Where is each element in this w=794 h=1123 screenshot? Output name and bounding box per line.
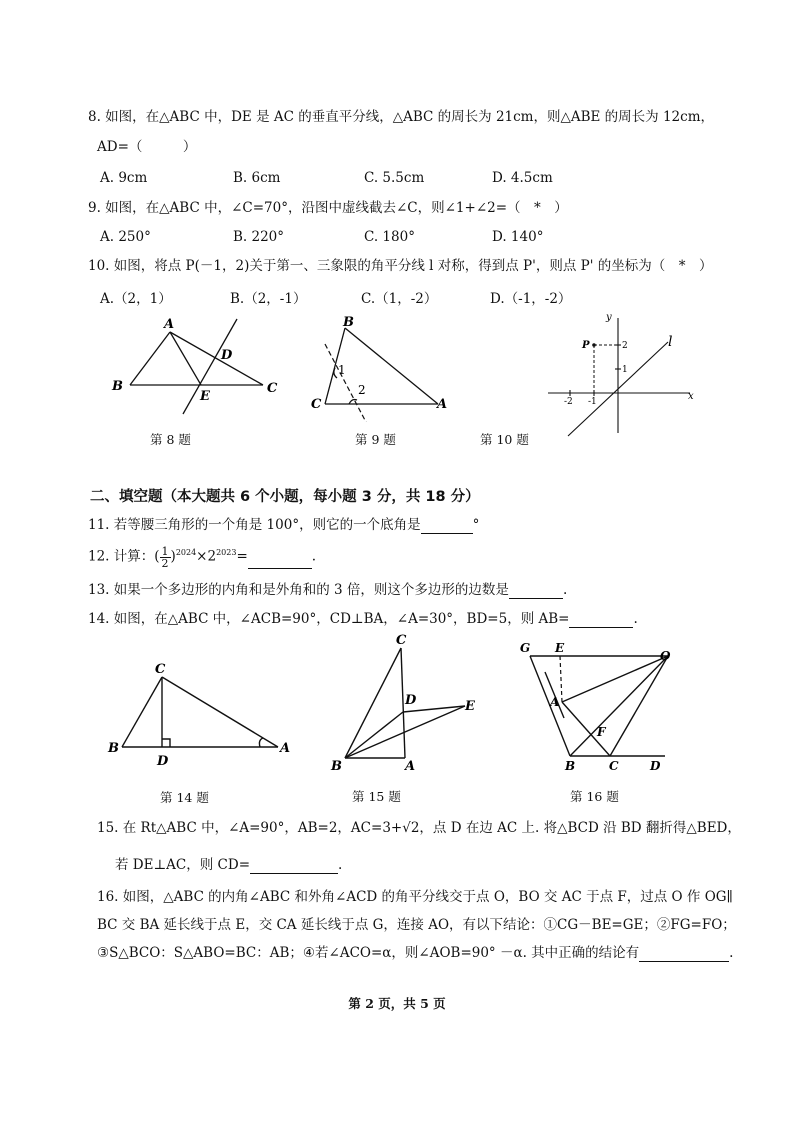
q16-line1: 16. 如图，△ABC 的内角∠ABC 和外角∠ACD 的角平分线交于点 O，BO 交 AC 于点 F，过点 O 作 OG∥ — [97, 889, 733, 905]
label-e: E — [200, 389, 210, 404]
label-a: A — [280, 741, 291, 756]
q11: 11. 若等腰三角形的一个角是 100°，则它的一个底角是 ° — [88, 517, 480, 533]
segment-ac — [170, 332, 263, 385]
label-b: B — [112, 379, 123, 394]
label-c: C — [267, 381, 278, 396]
page-footer: 第 2 页，共 5 页 — [348, 996, 446, 1011]
q9-line1: 9. 如图，在△ABC 中，∠C=70°，沿图中虚线截去∠C，则∠1+∠2=（ * ） — [88, 200, 568, 216]
q8-option-c: C. 5.5cm — [364, 170, 425, 186]
q8-line2: AD=（ ） — [97, 139, 197, 155]
segment-bd — [345, 712, 403, 758]
q8-option-a: A. 9cm — [100, 170, 148, 186]
label-f: F — [597, 725, 606, 739]
figure-14-caption: 第 14 题 — [160, 790, 209, 805]
figure-8-caption: 第 8 题 — [150, 432, 191, 447]
q8-option-b: B. 6cm — [233, 170, 281, 186]
angle-a-arc — [259, 738, 263, 747]
label-c: C — [396, 633, 407, 648]
label-d: D — [221, 348, 233, 363]
q10-option-c: C.（1，-2） — [361, 291, 438, 307]
q14: 14. 如图，在△ABC 中，∠ACB=90°，CD⊥BA，∠A=30°，BD=5，则 AB= . — [88, 611, 638, 627]
q14-answer-blank — [569, 614, 633, 628]
label-c: C — [609, 759, 619, 773]
label-e: E — [465, 699, 475, 714]
label-b: B — [108, 741, 119, 756]
label-a: A — [437, 397, 448, 412]
q15-line1: 15. 在 Rt△ABC 中，∠A=90°，AB=2，AC=3+√2，点 D 在边 AC 上. 将△BCD 沿 BD 翻折得△BED， — [97, 820, 741, 836]
q10-option-b: B.（2，-1） — [230, 291, 307, 307]
label-d: D — [405, 693, 417, 708]
tick-1: 1 — [622, 365, 628, 375]
tick-minus-1: -1 — [588, 397, 597, 407]
figure-9 — [305, 312, 455, 422]
label-d: D — [157, 754, 169, 769]
label-l: l — [668, 334, 673, 350]
label-a: A — [550, 695, 560, 709]
figure-8 — [100, 312, 300, 422]
section-title: 二、填空题（本大题共 6 个小题，每小题 3 分，共 18 分） — [90, 489, 480, 505]
tick-minus-2: -2 — [564, 397, 573, 407]
fraction-one-half: $\frac{1}{2}$ — [161, 544, 169, 570]
label-a: A — [405, 759, 416, 774]
label-b: B — [565, 759, 576, 773]
label-b: B — [343, 315, 354, 330]
q15-answer-blank — [250, 860, 338, 874]
q16-line3: ③S△BCO：S△ABO=BC：AB；④若∠ACO=α，则∠AOB=90° －α. 其中正确的结论有 . — [97, 945, 734, 961]
label-e: E — [555, 641, 565, 655]
q13: 13. 如果一个多边形的内角和是外角和的 3 倍，则这个多边形的边数是 . — [88, 582, 568, 598]
label-x: x — [688, 391, 694, 402]
label-y: y — [606, 312, 612, 323]
q10-option-a: A.（2，1） — [100, 291, 172, 307]
label-p: P — [582, 340, 590, 351]
label-a: A — [164, 317, 175, 332]
figure-14 — [100, 655, 300, 775]
q13-answer-blank — [509, 585, 563, 599]
q10-line1: 10. 如图，将点 P(－1，2)关于第一、三象限的角平分线 l 对称，得到点 P'，则点 P' 的坐标为（ * ） — [88, 258, 713, 274]
figure-10-caption: 第 10 题 — [480, 432, 529, 447]
q9-option-a: A. 250° — [100, 229, 151, 245]
segment-bc — [345, 648, 401, 758]
label-angle-1: 1 — [338, 363, 346, 377]
q12-answer-blank — [248, 555, 312, 569]
q11-answer-blank — [421, 520, 473, 534]
q12: 12. 计算：( $\frac{1}{2}$ )$^{2024}\times 2^{2023}=$ . — [88, 544, 317, 570]
q9-option-d: D. 140° — [492, 229, 544, 245]
segment-ca — [162, 677, 278, 747]
perpendicular-bisector-de — [183, 319, 237, 414]
label-angle-2: 2 — [358, 383, 366, 397]
q9-option-c: C. 180° — [364, 229, 415, 245]
figure-15 — [325, 630, 495, 778]
label-o: O — [660, 649, 671, 663]
segment-bc — [122, 677, 162, 747]
q16-line2: BC 交 BA 延长线于点 E，交 CA 延长线于点 G，连接 AO，有以下结论：①CG－BE=GE；②FG=FO； — [97, 917, 736, 933]
dashed-ea — [560, 656, 562, 702]
label-b: B — [331, 759, 342, 774]
figure-9-caption: 第 9 题 — [355, 432, 396, 447]
figure-16 — [510, 632, 700, 780]
point-p — [592, 343, 596, 347]
q15-line2: 若 DE⊥AC，则 CD= . — [115, 857, 343, 873]
q9-option-b: B. 220° — [233, 229, 285, 245]
q8-line1: 8. 如图，在△ABC 中，DE 是 AC 的垂直平分线，△ABC 的周长为 21cm，则△ABE 的周长为 12cm， — [88, 109, 715, 125]
right-angle-mark — [162, 739, 170, 747]
figure-15-caption: 第 15 题 — [352, 789, 401, 804]
segment-ao — [562, 656, 668, 702]
tick-2: 2 — [622, 341, 628, 351]
q16-answer-blank — [639, 948, 729, 962]
label-c: C — [311, 397, 322, 412]
label-g: G — [520, 641, 531, 655]
figure-16-caption: 第 16 题 — [570, 789, 619, 804]
segment-ab — [130, 332, 170, 385]
segment-ae — [170, 332, 201, 385]
label-d: D — [650, 759, 661, 773]
q10-option-d: D.（-1，-2） — [490, 291, 572, 307]
label-c: C — [155, 662, 166, 677]
angle-1-arc — [334, 368, 337, 378]
q8-option-d: D. 4.5cm — [492, 170, 553, 186]
figure-10 — [540, 308, 700, 438]
